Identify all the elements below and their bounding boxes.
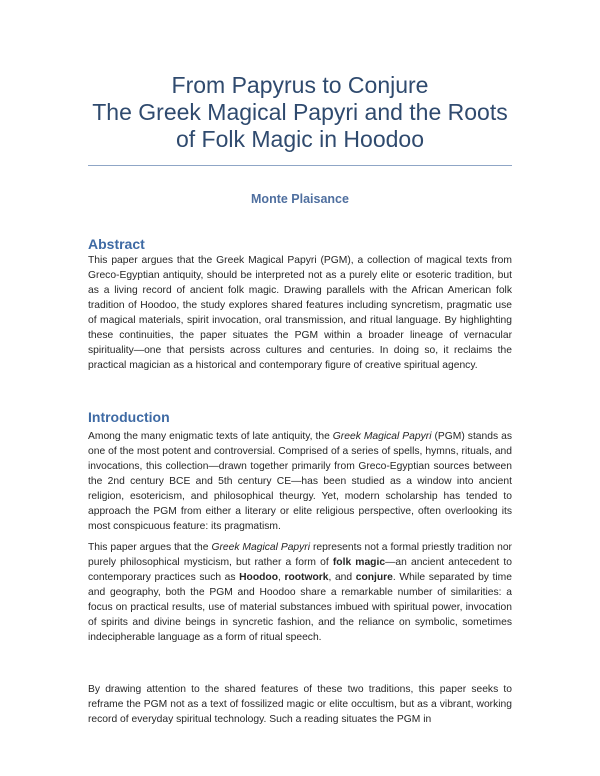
introduction-heading: Introduction bbox=[88, 409, 170, 425]
intro-p2-text-b: represents not a formal priestly tradition nor purely philosophical mysticism, but rather a form of bbox=[88, 542, 512, 568]
intro-p2-bold-hoodoo: Hoodoo bbox=[239, 572, 278, 583]
title-line-3: of Folk Magic in Hoodoo bbox=[175, 126, 424, 152]
author-name: Monte Plaisance bbox=[251, 192, 349, 206]
intro-p2-bold-conjure: conjure bbox=[355, 572, 393, 583]
title-line-1: From Papyrus to Conjure bbox=[171, 72, 429, 98]
intro-paragraph-1 bbox=[88, 429, 512, 534]
intro-p2-text-c: —an ancient antecedent to contemporary practices such as bbox=[88, 557, 512, 583]
intro-p2-text-d: , bbox=[278, 572, 285, 583]
intro-p3-text: By drawing attention to the shared features of these two traditions, this paper seeks to reframe the PGM not as a text of fossilized magic or elite occultism, but as a vibrant, working record of everyday spiritual technology. Such a reading situates the PGM in bbox=[88, 684, 512, 725]
intro-p1-text-a: Among the many enigmatic texts of late antiquity, the bbox=[88, 431, 333, 442]
intro-paragraph-3 bbox=[88, 682, 512, 727]
abstract-text: This paper argues that the Greek Magical Papyri (PGM), a collection of magical texts from Greco-Egyptian antiquity, should be interpreted not as a purely elite or esoteric tradition, but as a living record of ancient folk magic. Drawing parallels with the African American folk tradition of Hoodoo, the study explores shared features including syncretism, pragmatic use of magical materials, spirit invocation, oral transmission, and ritual language. By highlighting these continuities, the paper situates the PGM within a broader lineage of vernacular spirituality—one that persists across cultures and centuries. In doing so, it reclaims the practical magician as a historical and contemporary figure of creative spiritual agency. bbox=[88, 255, 512, 371]
intro-p2-text-e: , and bbox=[328, 572, 356, 583]
title-divider bbox=[88, 165, 512, 166]
intro-p1-text-b: (PGM) stands as one of the most potent and controversial. Comprised of a series of spells, hymns, rituals, and invocations, this collection—drawn together primarily from Greco-Egyptian sources between the 2nd century BCE and 5th century CE—has been studied as a window into ancient religion, esotericism, and philosophical theurgy. Yet, modern scholarship has tended to approach the PGM from either a literary or elite religious perspective, often overlooking its most conspicuous feature: its pragmatism. bbox=[88, 431, 512, 532]
abstract-heading: Abstract bbox=[88, 236, 145, 252]
intro-p1-title-italic: Greek Magical Papyri bbox=[332, 431, 432, 442]
intro-paragraph-2 bbox=[88, 540, 512, 645]
intro-p2-bold-rootwork: rootwork bbox=[284, 572, 329, 583]
abstract-paragraph bbox=[88, 253, 512, 373]
intro-p2-bold-folk-magic: folk magic bbox=[332, 557, 386, 568]
intro-p2-title-italic: Greek Magical Papyri bbox=[211, 542, 311, 553]
paper-title bbox=[40, 72, 560, 153]
title-line-2: The Greek Magical Papyri and the Roots bbox=[92, 99, 508, 125]
intro-p2-text-f: . While separated by time and geography, both the PGM and Hoodoo share a remarkable number of similarities: a focus on practical results, use of material substances imbued with spiritual power, invocation of spirits and divine beings in syncretic fashion, and the reliance on symbolic, sometimes indecipherable language as a form of ritual speech. bbox=[88, 572, 512, 643]
intro-p2-text-a: This paper argues that the bbox=[88, 542, 212, 553]
